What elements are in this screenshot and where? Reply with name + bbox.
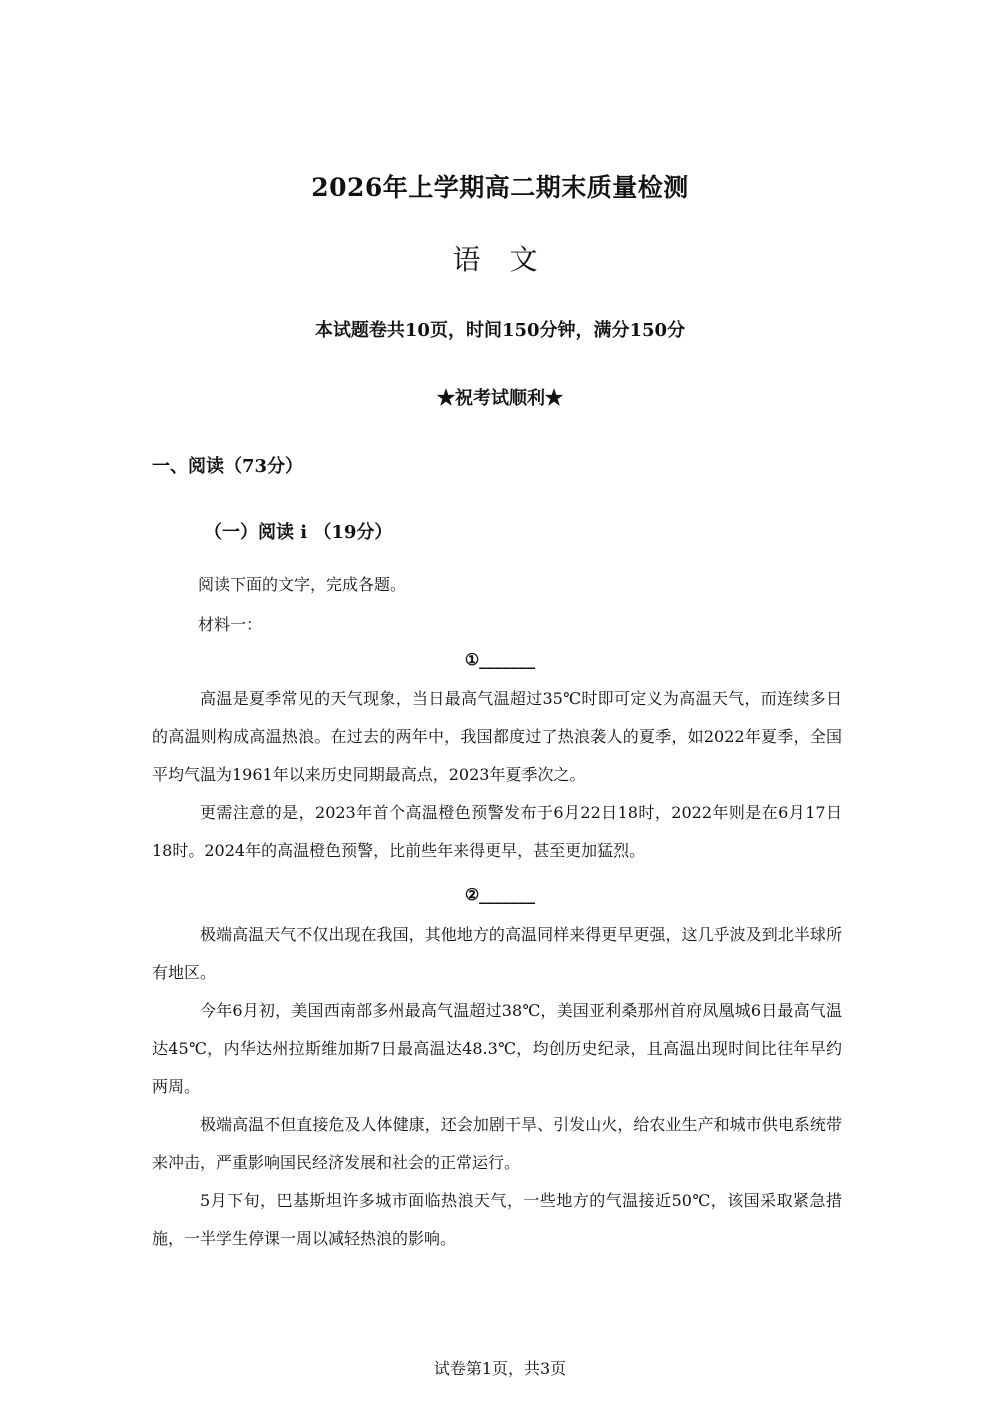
- paragraph: 极端高温天气不仅出现在我国，其他地方的高温同样来得更早更强，这几乎波及到北半球所有地区。: [152, 925, 842, 982]
- paragraph: 高温是夏季常见的天气现象，当日最高气温超过35℃时即可定义为高温天气，而连续多日的高温则构成高温热浪。在过去的两年中，我国都度过了热浪袭人的夏季，如2022年夏季，全国平均气温为1961年以来历史同期最高点，2023年夏季次之。: [152, 689, 842, 784]
- paragraph: 5月下旬，巴基斯坦许多城市面临热浪天气，一些地方的气温接近50℃，该国采取紧急措施，一半学生停课一周以减轻热浪的影响。: [152, 1191, 842, 1248]
- page-footer: 试卷第1页，共3页: [433, 1359, 567, 1378]
- material-label: 材料一：: [198, 615, 263, 634]
- blessing-line: ★祝考试顺利★: [437, 388, 563, 409]
- exam-info: 本试题卷共10页，时间150分钟，满分150分: [314, 320, 686, 341]
- instruction-text: 阅读下面的文字，完成各题。: [198, 575, 407, 594]
- exam-title: 2026年上学期高二期末质量检测: [311, 173, 689, 202]
- blank-heading-2: ②_______: [464, 885, 536, 904]
- blank-heading-1: ①_______: [464, 650, 536, 669]
- paragraph: 今年6月初，美国西南部多州最高气温超过38℃，美国亚利桑那州首府凤凰城6日最高气温达45℃，内华达州拉斯维加斯7日最高温达48.3℃，均创历史纪录，且高温出现时间比往年早约两周。: [152, 1001, 842, 1096]
- material-block-1: [152, 680, 842, 870]
- subject-title: 语 文: [452, 243, 548, 276]
- sub-section-heading: （一）阅读 i （19分）: [204, 522, 393, 543]
- section-heading: 一、阅读（73分）: [152, 456, 304, 477]
- paragraph: 极端高温不但直接危及人体健康，还会加剧干旱、引发山火，给农业生产和城市供电系统带来冲击，严重影响国民经济发展和社会的正常运行。: [152, 1115, 842, 1172]
- material-block-2: [152, 916, 842, 1258]
- paragraph: 更需注意的是，2023年首个高温橙色预警发布于6月22日18时，2022年则是在6月17日18时。2024年的高温橙色预警，比前些年来得更早，甚至更加猛烈。: [152, 803, 842, 860]
